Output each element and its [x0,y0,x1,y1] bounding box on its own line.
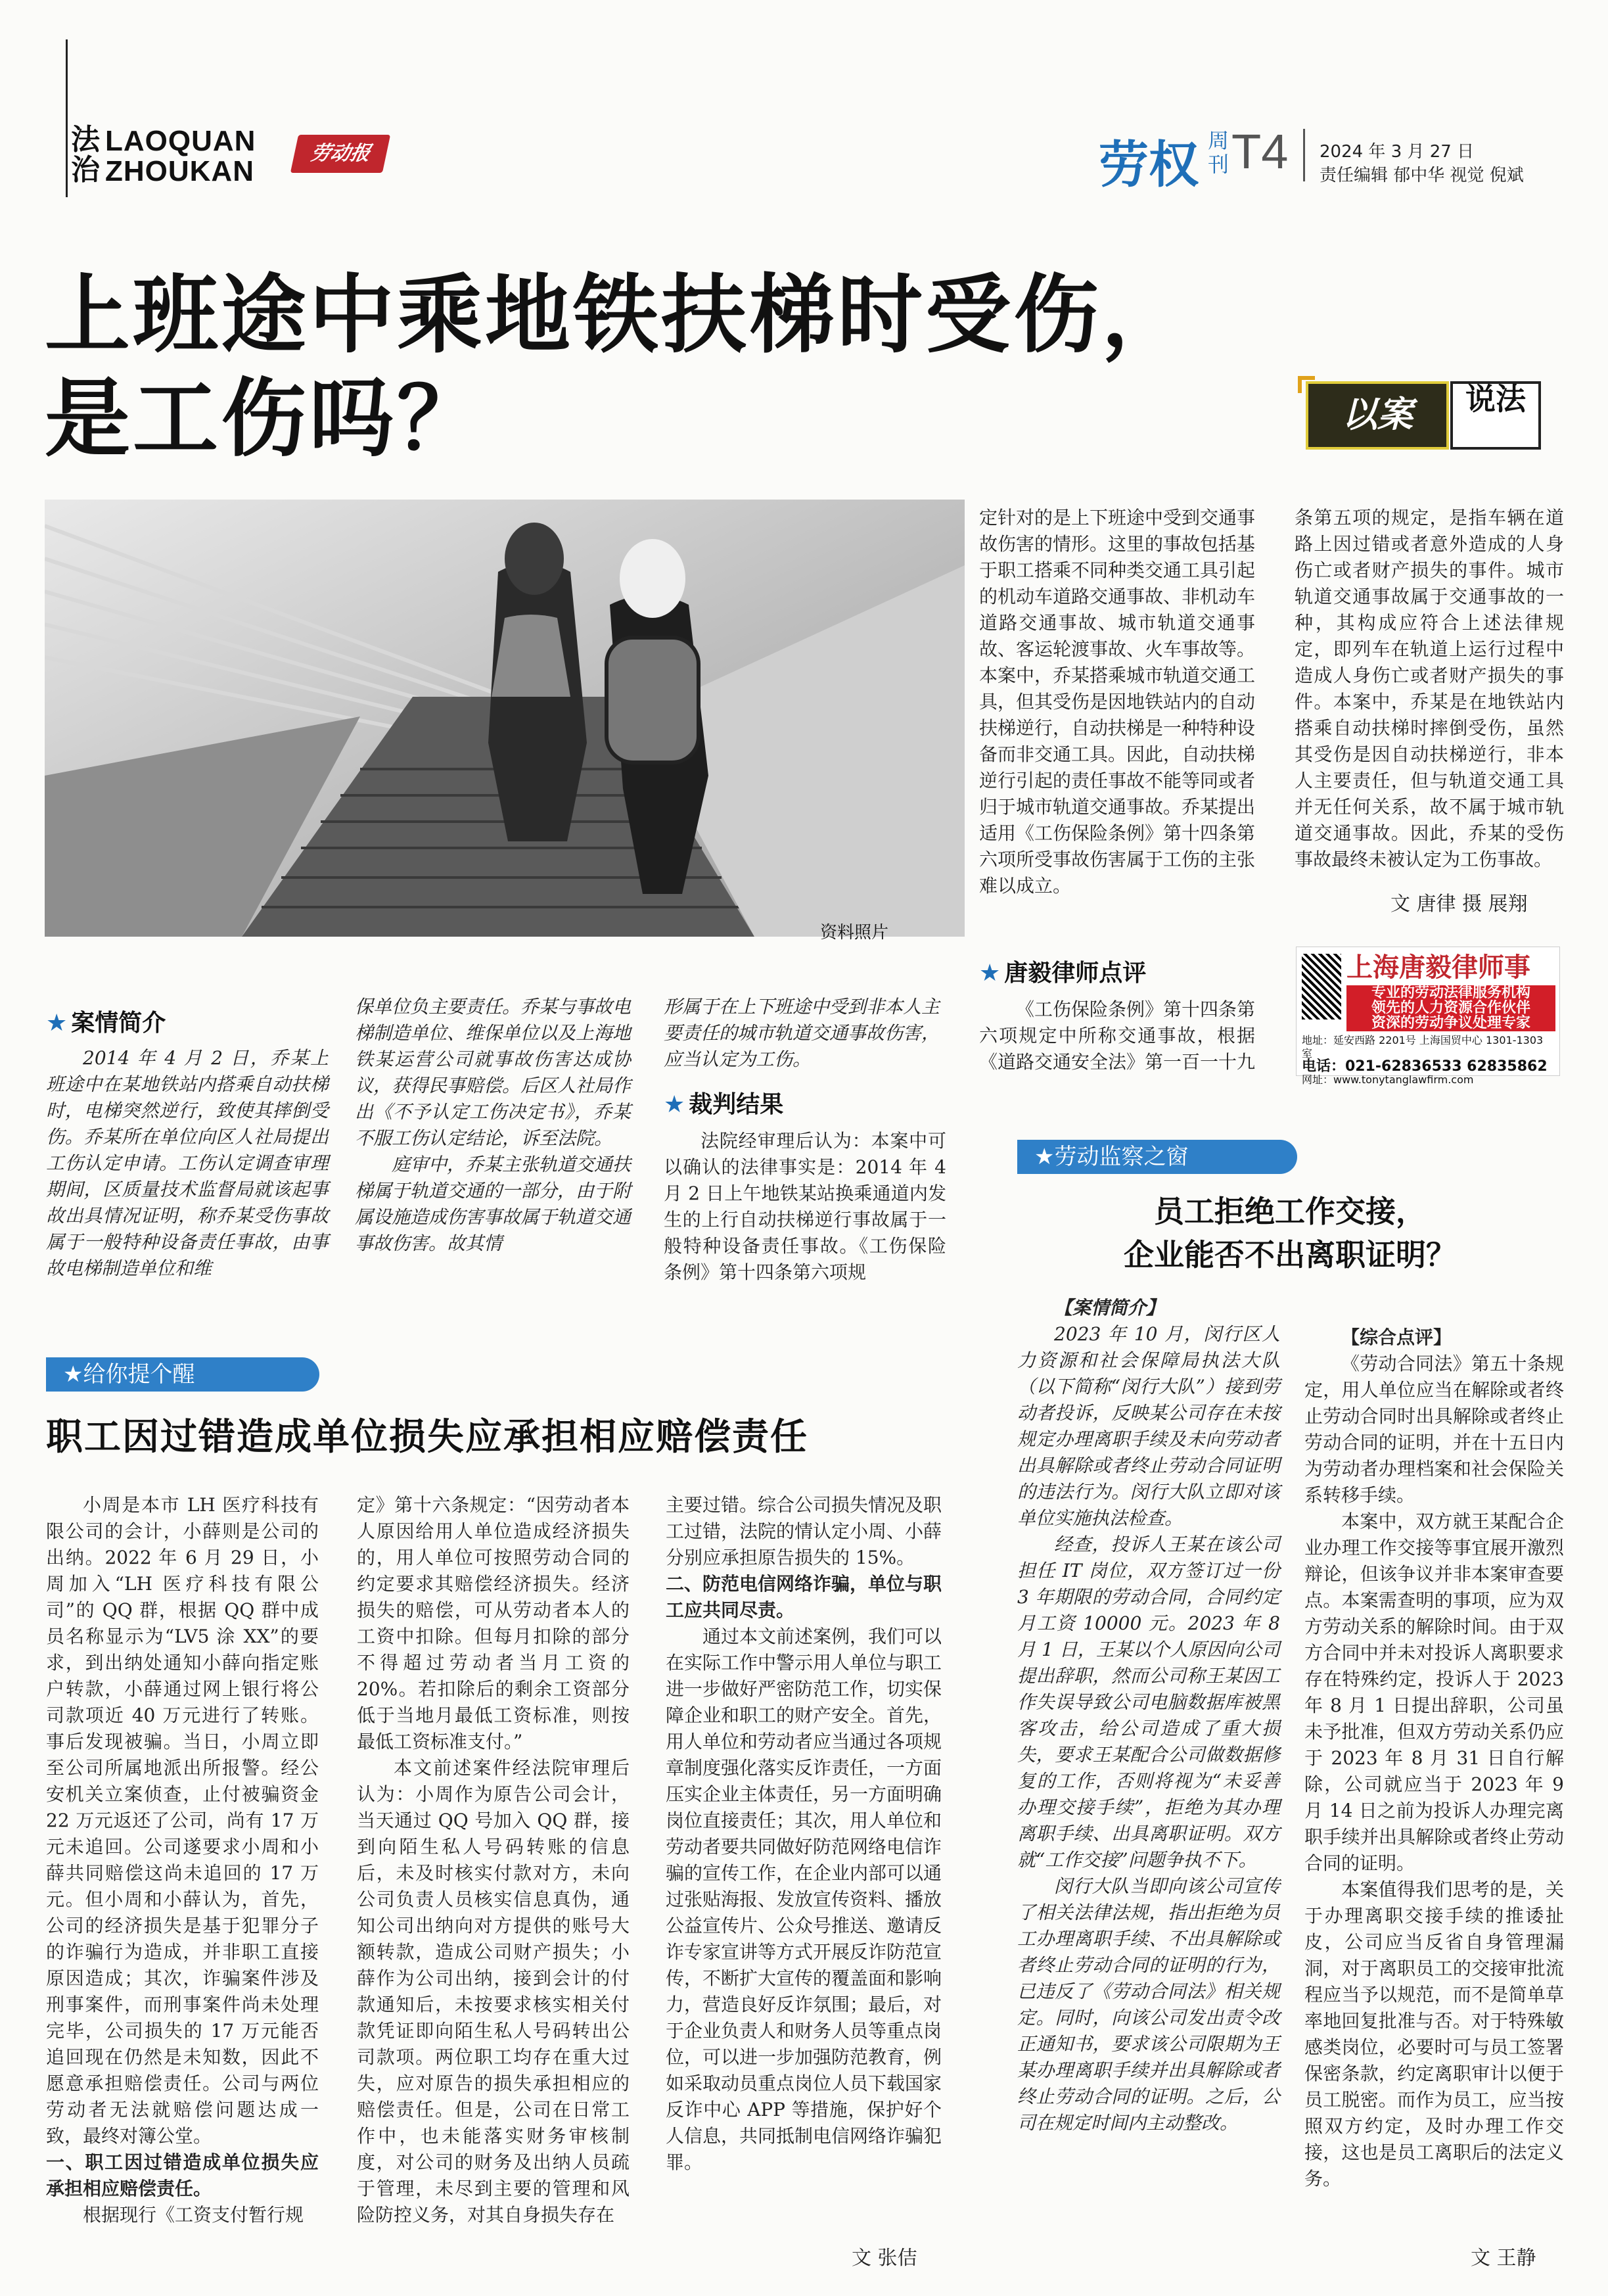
case2-title: 职工因过错造成单位损失应承担相应赔偿责任 [46,1415,808,1459]
case2-column1 [46,1492,319,2228]
case3-column2 [1304,1324,1564,2192]
case2-col1-sub: 一、职工因过错造成单位损失应承担相应赔偿责任。 [46,2151,319,2199]
ad-slogan3: 资深的劳动争议处理专家 [1371,1015,1530,1031]
verdict-column [664,1128,946,1286]
case1-column2 [355,994,631,1257]
case2-column2 [357,1492,630,2228]
star-icon: ★ [664,1091,685,1118]
case2-col3-p1: 主要过错。综合公司损失情况及职工过错，法院的情认定小周、小薛分别应承担原告损失的 15%。 [666,1494,942,1568]
star-icon: ★ [1034,1144,1055,1170]
lawyer-comment-p1-cont: 条第五项的规定，是指车辆在道路上因过错或者意外造成的人身伤亡或者财产损失的事件。城市轨道交通事故属于交通事故的一种，其构成应符合上述法律规定，即列车在轨道上运行过程中造成人身伤亡或者财产损失的事件。本案中，乔某是在地铁站内搭乘自动扶梯时摔倒受伤，虽然其受伤是因自动扶梯逆行，非本人主要责任，但与轨道交通工具并无任何关系，故不属于城市轨道交通事故。因此，乔某的受伤事故最终未被认定为工伤事故。 [1295,507,1564,870]
qr-code-icon [1302,954,1341,1019]
verdict-column-cont [979,505,1255,899]
brand-line1: LAOQUAN [105,125,256,157]
case1-intro-p2-cont: 形属于在上下班途中受到非本人主要责任的城市轨道交通事故伤害，应当认定为工伤。 [664,996,940,1070]
verdict-heading: ★ 裁判结果 [664,1091,784,1118]
lawyer-comment-p1: 《工伤保险条例》第十四条第六项规定中所称交通事故，根据《道路交通安全法》第一百一十九 [979,998,1256,1073]
case1-intro-p1-cont: 保单位负主要责任。乔某与事故电梯制造单位、维保单位以及上海地铁某运营公司就事故伤害达成协议，获得民事赔偿。后区人社局作出《不予认定工伤决定书》，乔某不服工伤认定结论，诉至法院。 [355,996,632,1149]
ad-title: 上海唐毅律师事 [1346,951,1555,984]
badge-right [1450,381,1541,450]
case3-intro-label: 【案情简介】 [1054,1297,1165,1319]
case3-title-line2: 企业能否不出离职证明？ [1124,1237,1456,1273]
lawyer-comment-column-cont [1295,505,1564,873]
ad-slogan2: 领先的人力资源合作伙伴 [1371,1000,1530,1016]
case-law-badge [1298,376,1541,448]
escalator-photo [45,500,965,937]
case1-byline: 文 唐律 摄 展翔 [1390,893,1528,916]
case3-comment-label: 【综合点评】 [1341,1326,1452,1348]
page-number: T4 [1231,124,1289,179]
case2-col3-p2: 通过本文前述案例，我们可以在实际工作中警示用人单位与职工进一步做好严密防范工作，切实保障企业和职工的财产安全。首先，用人单位和劳动者应当通过各项规章制度强化落实反诈责任，一方面压实企业主体责任，另一方面明确岗位直接责任；其次，用人单位和劳动者要共同做好防范网络电信诈骗的宣传工作，在企业内部可以通过张贴海报、发放宣传资料、播放公益宣传片、公众号推送、邀请反诈专家宣讲等方式开展反诈防范宣传，不断扩大宣传的覆盖面和影响力，营造良好反诈氛围；最后，对于企业负责人和财务人员等重点岗位，可以进一步加强防范教育，例如采取动员重点岗位人员下载国家反诈中心 APP 等措施，保护好个人信息，共同抵制电信网络诈骗犯罪。 [666,1626,942,2173]
case2-col2-p1: 定》第十六条规定：“因劳动者本人原因给用人单位造成经济损失的，用人单位可按照劳动合同的约定要求其赔偿经济损失。经济损失的赔偿，可从劳动者本人的工资中扣除。但每月扣除的部分不得超过劳动者当月工资的 20%。若扣除后的剩余工资部分低于当地月最低工资标准，则按最低工资标准支付。” [357,1494,630,1752]
masthead-vertical-rule [66,39,68,197]
star-icon: ★ [46,1010,68,1037]
case3-comment-p3: 本案值得我们思考的是，关于办理离职交接手续的推诿扯皮，公司应当反省自身管理漏洞，对于离职员工的交接审批流程应当予以规范，而不是简单草率地回复批准与否。对于特殊敏感类岗位，必要时可与员工签署保密条款，约定离职审计以便于员工脱密。而作为员工，应当按照双方约定，及时办理工作交接，这也是员工离职后的法定义务。 [1304,1879,1564,2190]
case2-column3 [666,1492,942,2176]
law-firm-ad [1296,947,1560,1086]
header-divider [1303,129,1305,181]
case2-col1-tail: 根据现行《工资支付暂行规 [83,2204,304,2226]
case1-column3 [664,994,940,1073]
editors-credit: 责任编辑 郁中华 视觉 倪斌 [1320,166,1524,185]
star-icon: ★ [979,960,1001,987]
case3-comment-p1: 《劳动合同法》第五十条规定，用人单位应当在解除或者终止劳动合同时出具解除或者终止劳动合同的证明，并在十五日内为劳动者办理档案和社会保险关系转移手续。 [1304,1353,1564,1506]
escalator-photo-illustration [45,500,965,937]
badge-left: 以案 [1306,381,1449,450]
fazhi-label: 法治 [71,123,100,187]
ad-contact [1302,1034,1555,1087]
ad-address: 地址：延安西路 2201号 上海国贸中心 1301-1303 室 [1302,1034,1544,1060]
weekly-label: 周刊 [1208,128,1229,177]
case3-intro-p1: 2023 年 10 月，闵行区人力资源和社会保障局执法大队（以下简称“闵行大队”）接到劳动者投诉，反映某公司存在未按规定办理离职手续及未向劳动者出具解除或者终止劳动合同证明的违法行为。闵行大队立即对该单位实施执法检查。 [1017,1323,1280,1529]
case3-title [1017,1190,1563,1277]
headline-line2: 是工伤吗？ [45,368,486,469]
case3-intro-p3: 闵行大队当即向该公司宣传了相关法律法规，指出拒绝为员工办理离职手续、不出具解除或者终止劳动合同的证明的行为，已违反了《劳动合同法》相关规定。同时，向该公司发出责令改正通知书，要求该公司限期为王某办理离职手续并出具解除或者终止劳动合同的证明。之后，公司在规定时间内主动整改。 [1017,1875,1280,2134]
case2-col2-p2: 本文前述案件经法院审理后认为：小周作为原告公司会计，当天通过 QQ 号加入 QQ 群，接到向陌生私人号码转账的信息后，未及时核实付款对方，未向公司负责人员核实信息真伪，通知公司出纳向对方提供的账号大额转款，造成公司财产损失；小薛作为公司出纳，接到会计的付款通知后，未按要求核实相关付款凭证即向陌生私人号码转出公司款项。两位职工均存在重大过失，应对原告的损失承担相应的赔偿责任。但是，公司在日常工作中，也未能落实财务审核制度，对公司的财务及出纳人员疏于管理，未尽到主要的管理和风险防控义务，对其自身损失存在 [357,1757,630,2226]
case-summary-heading: ★ 案情简介 [46,1010,166,1037]
section-title: 劳权 [1099,135,1199,194]
case1-column1 [46,1045,329,1282]
brand-line2: ZHOUKAN [105,155,254,187]
case2-col1-p1: 小周是本市 LH 医疗科技有限公司的会计，小薛则是公司的出纳。2022 年 6 月 29 日，小周加入“LH 医疗科技有限公司”的 QQ 群，根据 QQ 群中成员名称显示为“LV5 涂 XX”的要求，到出纳处通知小薛向指定账户转款，小薛通过网上银行将公司款项近 40 万元进行了转账。事后发现被骗。当日，小周立即至公司所属地派出所报警。经公安机关立案侦查，止付被骗资金 22 万元返还了公司，尚有 17 万元未追回。公司遂要求小周和小薛共同赔偿这尚未追回的 17 万元。但小周和小薛认为，首先，公司的经济损失是基于犯罪分子的诈骗行为造成，并非职工直接原因造成；其次，诈骗案件涉及刑事案件，而刑事案件尚未处理完毕，公司损失的 17 万元能否追回现在仍然是未知数，因此不愿意承担赔偿责任。公司与两位劳动者无法就赔偿问题达成一致，最终对簿公堂。 [46,1494,319,2147]
labor-inspection-pill: ★劳动监察之窗 [1017,1140,1297,1174]
tip-pill: ★给你提个醒 [46,1357,319,1392]
main-headline [45,263,1189,471]
case2-col3-sub: 二、防范电信网络诈骗，单位与职工应共同尽责。 [666,1573,942,1621]
lawyer-comment-column [979,996,1255,1075]
case3-intro-p2: 经查，投诉人王某在该公司担任 IT 岗位，双方签订过一份 3 年期限的劳动合同，合同约定月工资 10000 元。2023 年 8 月 1 日，王某以个人原因向公司提出辞职，然而公司称王某因工作失误导致公司电脑数据库被黑客攻击，给公司造成了重大损失，要求王某配合公司做数据修复的工作，否则将视为“未妥善办理交接手续”，拒绝为其办理离职手续、出具离职证明。双方就“工作交接”问题争执不下。 [1017,1534,1280,1871]
star-icon: ★ [63,1361,83,1388]
case3-comment-p2: 本案中，双方就王某配合企业办理工作交接等事宜展开激烈辩论，但该争议并非本案审查要点。本案需查明的事项，应为双方劳动关系的解除时间。由于双方合同中并未对投诉人离职要求存在特殊约定，投诉人于 2023 年 8 月 1 日提出辞职，公司虽未予批准，但双方劳动关系仍应于 2023 年 8 月 31 日自行解除，公司就应当于 2023 年 9 月 14 日之前为投诉人办理完离职手续并出具解除或者终止劳动合同的证明。 [1304,1511,1564,1874]
photo-caption: 资料照片 [820,923,889,943]
case3-byline: 文 王静 [1471,2247,1536,2270]
newspaper-logo: 劳动报 [290,135,390,173]
ad-website: 网址：www.tonytanglawfirm.com [1302,1073,1474,1086]
case2-byline: 文 张佶 [852,2247,917,2270]
lawyer-comment-heading: ★ 唐毅律师点评 [979,960,1147,987]
case1-intro-p1: 2014 年 4 月 2 日，乔某上班途中在某地铁站内搭乘自动扶梯时，电梯突然逆行，致使其摔倒受伤。乔某所在单位向区人社局提出工伤认定申请。工伤认定调查审理期间，区质量技术监督局就该起事故出具情况证明，称乔某受伤事故属于一般特种设备责任事故，由事故电梯制造单位和维 [46,1047,329,1279]
issue-date: 2024 年 3 月 27 日 [1320,142,1475,162]
case1-intro-p2: 庭审中，乔某主张轨道交通扶梯属于轨道交通的一部分，由于附属设施造成伤害事故属于轨道交通事故伤害。故其情 [355,1154,632,1254]
ad-slogans [1346,985,1555,1031]
ad-slogan1: 专业的劳动法律服务机构 [1371,985,1530,1001]
ad-phone: 电话：021-62836533 62835862 [1302,1058,1548,1075]
verdict-p1: 法院经审理后认为：本案中可以确认的法律事实是：2014 年 4 月 2 日上午地铁某站换乘通道内发生的上行自动扶梯逆行事故属于一般特种设备责任事故。《工伤保险条例》第十四条第六项规 [664,1130,946,1283]
case3-title-line1: 员工拒绝工作交接， [1154,1194,1426,1229]
case3-column1 [1017,1295,1280,2136]
badge-right-text: 说法 [1465,381,1526,417]
verdict-p1-cont: 定针对的是上下班途中受到交通事故伤害的情形。这里的事故包括基于职工搭乘不同种类交通工具引起的机动车道路交通事故、非机动车道路交通事故、城市轨道交通事故、客运轮渡事故、火车事故等。本案中，乔某搭乘城市轨道交通工具，但其受伤是因地铁站内的自动扶梯逆行，自动扶梯是一种特种设备而非交通工具。因此，自动扶梯逆行引起的责任事故不能等同或者归于城市轨道交通事故。乔某提出适用《工伤保险条例》第十四条第六项所受事故伤害属于工伤的主张难以成立。 [979,507,1256,897]
headline-line1: 上班途中乘地铁扶梯时受伤， [45,264,1190,365]
